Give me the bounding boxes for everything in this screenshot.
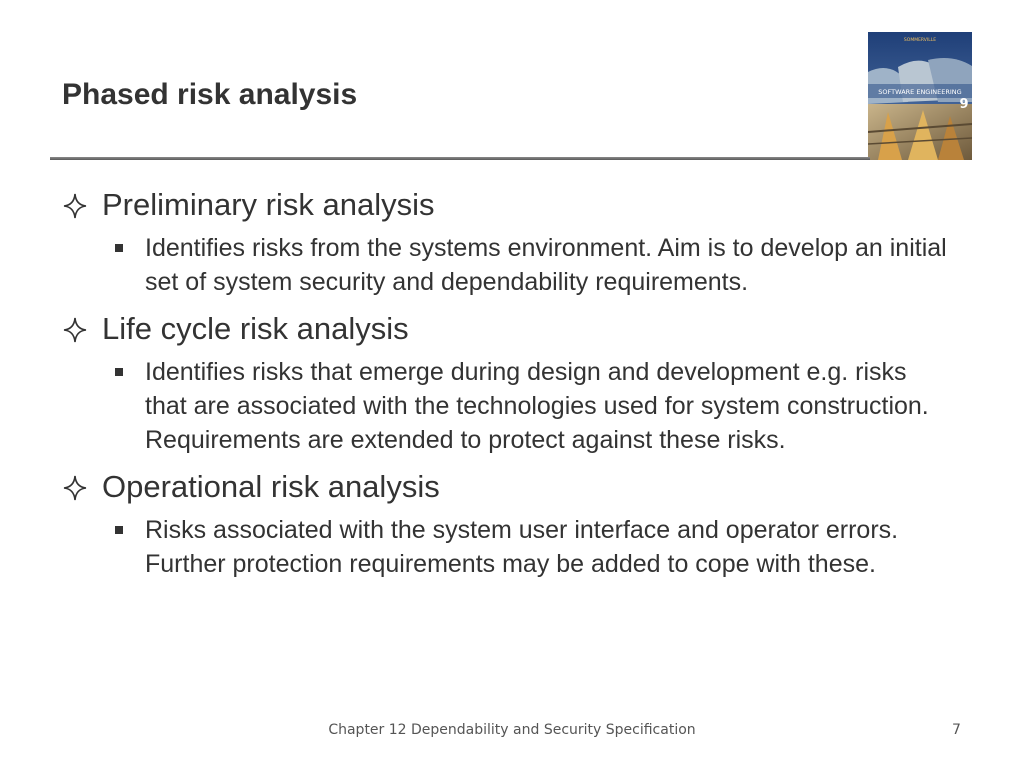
bullet-item (145, 513, 955, 581)
bullet-item (145, 231, 955, 299)
bullet-text: Risks associated with the system user interface and operator errors. Further protection requirements may be added to cope with these. (145, 516, 899, 578)
section-lifecycle (62, 309, 962, 349)
page-number: 7 (952, 722, 961, 738)
book-cover-image (868, 32, 972, 160)
slide-footer: Chapter 12 Dependability and Security Specification (328, 722, 696, 738)
section-heading: Preliminary risk analysis (102, 187, 435, 222)
four-point-star-outline-icon (62, 185, 94, 225)
section-heading: Operational risk analysis (102, 469, 440, 504)
section-heading: Life cycle risk analysis (102, 311, 409, 346)
bullet-item (145, 355, 955, 457)
bullet-text: Identifies risks from the systems environment. Aim is to develop an initial set of system security and dependability requirements. (145, 234, 947, 296)
slide-title: Phased risk analysis (62, 78, 358, 111)
square-bullet-icon (115, 368, 123, 376)
section-operational (62, 467, 962, 507)
square-bullet-icon (115, 526, 123, 534)
cover-brand: SOMMERVILLE (903, 38, 937, 43)
bullet-text: Identifies risks that emerge during design and development e.g. risks that are associated with the technologies used for system construction. Requirements are extended to protect against these risks. (145, 358, 929, 454)
square-bullet-icon (115, 244, 123, 252)
slide-body (62, 185, 962, 581)
four-point-star-outline-icon (62, 467, 94, 507)
cover-edition: 9 (959, 97, 969, 112)
four-point-star-outline-icon (62, 309, 94, 349)
title-divider (50, 157, 870, 160)
section-preliminary (62, 185, 962, 225)
cover-title: SOFTWARE ENGINEERING (878, 88, 962, 96)
